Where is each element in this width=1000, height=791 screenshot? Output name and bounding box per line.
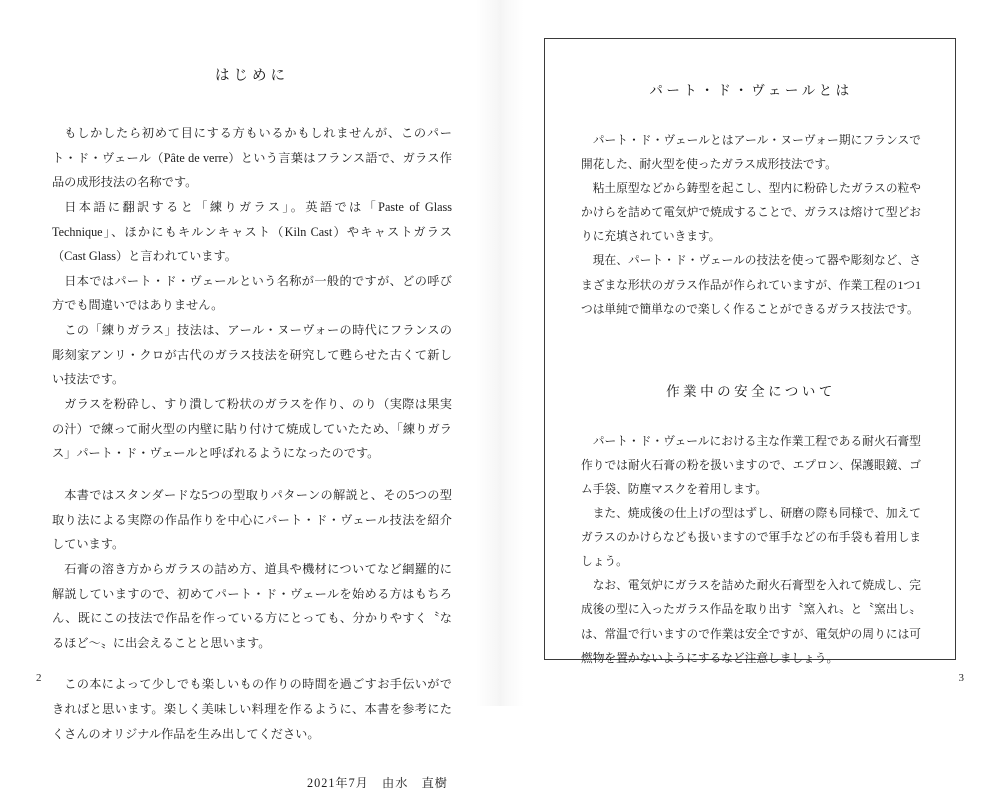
paragraph: ガラスを粉砕し、すり潰して粉状のガラスを作り、のり（実際は果実の汁）で練って耐火型の内壁に貼り付けて焼成していたため、「練りガラス」パート・ド・ヴェールと呼ばれるようになったのです。 (52, 397, 452, 461)
left-page-content (52, 64, 452, 791)
paragraph: なお、電気炉にガラスを詰めた耐火石膏型を入れて焼成し、完成後の型に入ったガラス作品を取り出す〝窯入れ〟と〝窯出し〟は、常温で行いますので作業は安全ですが、電気炉の周りには可燃物を置かないようにするなど注意しましょう。 (581, 579, 921, 665)
content-frame (544, 38, 956, 665)
paragraph-spacer (52, 466, 452, 483)
paragraph: また、焼成後の仕上げの型はずし、研磨の際も同様で、加えてガラスのかけらなども扱いますので軍手などの布手袋も着用しましょう。 (581, 507, 921, 569)
section-heading-safety: 作業中の安全について (666, 383, 836, 399)
paragraph: 粘土原型などから鋳型を起こし、型内に粉砕したガラスの粒やかけらを詰めて電気炉で焼成することで、ガラスは熔けて型どおりに充填されていきます。 (581, 182, 921, 244)
paragraph: 日本ではパート・ド・ヴェールという名称が一般的ですが、どの呼び方でも間違いではありません。 (52, 273, 452, 313)
author-signature: 2021年7月 由水 直樹 (307, 776, 448, 791)
paragraph: この「練りガラス」技法は、アール・ヌーヴォーの時代にフランスの彫刻家アンリ・クロが古代のガラス技法を研究して甦らせた古くて新しい技法です。 (52, 323, 452, 387)
paragraph-spacer (52, 655, 452, 672)
paragraph: 日本語に翻訳すると「練りガラス」。英語では「Paste of Glass Technique」、ほかにもキルンキャスト（Kiln Cast）やキャストガラス（Cast Glass）と言われています。 (52, 199, 452, 264)
paragraph: もしかしたら初めて目にする方もいるかもしれませんが、このパート・ド・ヴェール（Pâte de verre）という言葉はフランス語で、ガラス作品の成形技法の名称です。 (52, 126, 452, 190)
paragraph: この本によって少しでも楽しいもの作りの時間を過ごすお手伝いができればと思います。楽しく美味しい料理を作るように、本書を参考にたくさんのオリジナル作品を生み出してください。 (52, 677, 452, 741)
paragraph: パート・ド・ヴェールとはアール・ヌーヴォー期にフランスで開花した、耐火型を使ったガラス成形技法です。 (581, 134, 921, 172)
paragraph: パート・ド・ヴェールにおける主な作業工程である耐火石膏型作りでは耐火石膏の粉を扱いますので、エプロン、保護眼鏡、ゴム手袋、防塵マスクを着用します。 (581, 434, 921, 496)
paragraph: 石膏の溶き方からガラスの詰め方、道具や機材についてなど網羅的に解説していますので、初めてパート・ド・ヴェールを始める方はもちろん、既にこの技法で作品を作っている方にとっても、分かりやすく〝なるほど〜〟に出会えることと思います。 (52, 561, 452, 650)
paragraph: 現在、パート・ド・ヴェールの技法を使って器や彫刻など、さまざまな形状のガラス作品が作られていますが、作業工程の1つ1つは単純で簡単なので楽しく作ることができるガラス技法です。 (581, 254, 921, 316)
right-page-content (581, 79, 921, 671)
right-page (500, 0, 1000, 706)
page-number-right: 3 (958, 672, 964, 684)
left-page-heading: はじめに (215, 68, 289, 84)
paragraph: 本書ではスタンダードな5つの型取りパターンの解説と、その5つの型取り法による実際の作品作りを中心にパート・ド・ヴェール技法を紹介しています。 (52, 487, 452, 552)
page-number-left: 2 (36, 672, 42, 684)
section-heading-what-is-pdv: パート・ド・ヴェールとは (649, 83, 853, 98)
